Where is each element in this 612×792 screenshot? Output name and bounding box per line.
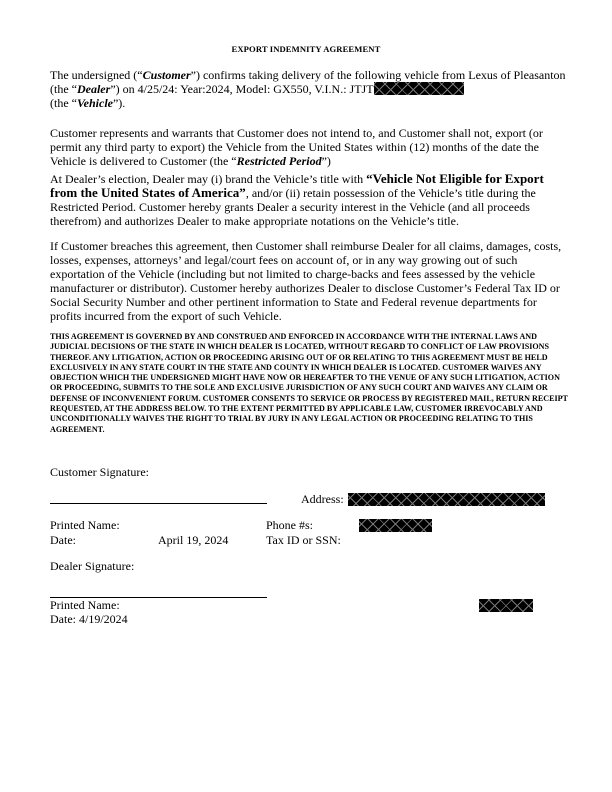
defined-term-restricted-period: Restricted Period (236, 154, 322, 168)
text: The undersigned (“ (50, 68, 143, 82)
text: ”) confirms taking delivery of the following vehicle from Lexus of Pleasanton (the “ (50, 68, 566, 96)
date-value: April 19, 2024 (158, 533, 229, 547)
paragraph-delivery (50, 68, 570, 110)
printed-name-label: Printed Name: (50, 518, 120, 532)
redacted-dealer-name (479, 599, 533, 612)
customer-signature-line[interactable] (50, 503, 267, 504)
text: At Dealer’s election, Dealer may (i) brand the Vehicle’s title with (50, 172, 367, 186)
text: Customer represents and warrants that Customer does not intend to, and Customer shall not, export (or permit any third party to export) the Vehicle from the United States within (12) months of the date the Vehicle is delivered to Customer (the “ (50, 126, 543, 168)
defined-term-customer: Customer (142, 68, 191, 82)
text: ”) on 4/25/24: Year:2024, Model: GX550, V.I.N.: JTJT (110, 82, 374, 96)
redacted-vin (374, 82, 464, 95)
redacted-address (348, 493, 545, 506)
document-title: EXPORT INDEMNITY AGREEMENT (231, 44, 381, 54)
text: ”) (321, 154, 331, 168)
defined-term-dealer: Dealer (76, 82, 111, 96)
dealer-signature-label: Dealer Signature: (50, 559, 135, 573)
paragraph-governing-law: THIS AGREEMENT IS GOVERNED BY AND CONSTRUED AND ENFORCED IN ACCORDANCE WITH THE INTERNAL LAWS AND JUDICIAL DECISIONS OF THE STATE IN WHICH DEALER IS LOCATED, WITHOUT REGARD TO CONFLICT OF LAW PROVISIONS THEREOF. ANY LITIGATION, ACTION OR PROCEEDING ARISING OUT OF OR RELATING TO THIS AGREEMENT MUST BE HELD EXCLUSIVELY IN ANY STATE COURT IN THE STATE AND COUNTY IN WHICH DEALER IS LOCATED. CUSTOMER WAIVES ANY OBJECTION WHICH THE UNDERSIGNED MIGHT HAVE NOW OR HEREAFTER TO THE VENUE OF ANY SUCH LITIGATION, ACTION OR PROCEEDING, SUBMITS TO THE SOLE AND EXCLUSIVE JURISDICTION OF ANY SUCH COURT AND WAIVES ANY CLAIM OR DEFENSE OF INCONVENIENT FORUM. CUSTOMER CONSENTS TO SERVICE OR PROCESS BY REGISTERED MAIL, RETURN RECEIPT REQUESTED, AT THE ADDRESS BELOW. TO THE EXTENT PERMITTED BY APPLICABLE LAW, CUSTOMER IRREVOCABLY AND UNCONDITIONALLY WAIVES THE RIGHT TO TRIAL BY JURY IN ANY LEGAL ACTION OR PROCEEDING RELATING TO THIS AGREEMENT. (50, 332, 568, 434)
paragraph-title-branding (50, 172, 570, 228)
text: , and/or (ii) retain possession of the Vehicle’s title during the Restricted Period. Customer hereby grants Dealer a security interest in the Vehicle (and all proceeds therefrom) and authorizes Dealer to make appropriate notations on the Vehicle’s title. (50, 186, 536, 228)
address-label: Address: (301, 492, 344, 506)
date-label: Date: (50, 533, 76, 547)
dealer-printed-name-label: Printed Name: (50, 598, 120, 612)
paragraph-reimbursement: If Customer breaches this agreement, then Customer shall reimburse Dealer for all claims, damages, costs, losses, expenses, attorneys’ and legal/court fees on account of, or in any way growing out of such exportation of the Vehicle (including but not limited to charge-backs and fees assessed by the vehicle manufacturer or distributor). Customer hereby authorizes Dealer to disclose Customer’s Federal Tax ID or Social Security Number and other pertinent information to State and Federal revenue departments for profits incurred from the export of such Vehicle. (50, 239, 562, 323)
taxid-label: Tax ID or SSN: (266, 533, 341, 547)
text: (the “ (50, 96, 77, 110)
defined-term-vehicle: Vehicle (76, 96, 113, 110)
text: ”). (112, 96, 126, 110)
redacted-printed-name (359, 519, 432, 532)
paragraph-representation (50, 126, 570, 168)
phone-label: Phone #s: (266, 518, 314, 532)
bold-notice: “Vehicle Not Eligible for Export from the United States of America” (50, 171, 544, 200)
customer-signature-label: Customer Signature: (50, 465, 149, 479)
dealer-date: Date: 4/19/2024 (50, 612, 128, 626)
